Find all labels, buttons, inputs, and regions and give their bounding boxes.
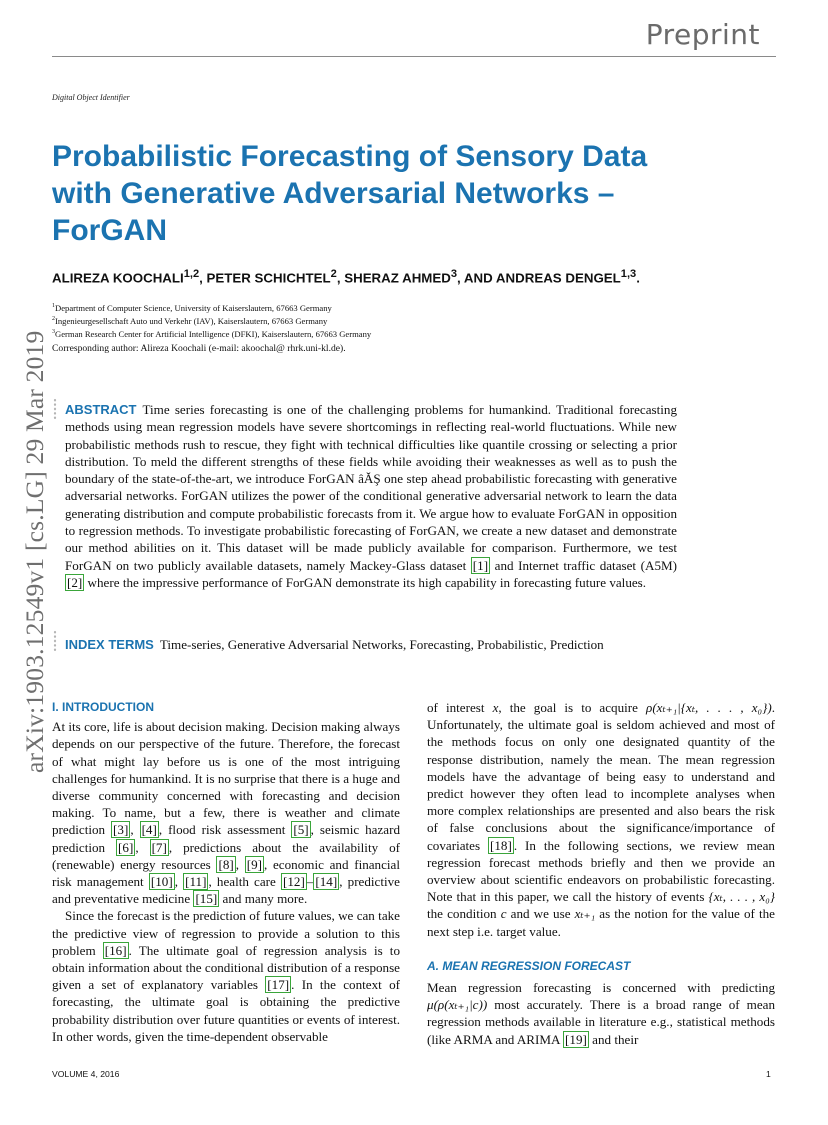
citation-link[interactable]: [6]	[118, 839, 134, 855]
abstract-text: and Internet traffic dataset (A5M)	[490, 557, 677, 573]
text-run: . Unfortunately, the ultimate goal is seldom achieved and most of the methods focus on only one designated quantity of the response distribution, namely the mean. The mean regression models have the advantage of being easy to understand and predict however they often lead to incomplete analyses when more complex relationships are presented and also bears the risk of false conclusions about the significance/importance of covariates	[427, 700, 775, 853]
author-name: ALIREZA KOOCHALI	[52, 270, 184, 286]
affiliations	[52, 301, 371, 340]
footer-volume: VOLUME 4, 2016	[52, 1069, 120, 1079]
citation-link[interactable]: [4]	[141, 822, 157, 838]
header-divider	[52, 56, 776, 57]
affiliation-text: Ingenieurgesellschaft Auto und Verkehr (IAV), Kaiserslautern, 67663 Germany	[55, 315, 328, 326]
text-run: Mean regression forecasting is concerned with predicting	[427, 980, 775, 996]
text-run: –	[306, 874, 314, 890]
text-run: most accurately. There is a broad range of mean regression methods available in literature e.g., statistical methods (like ARMA and ARIMA	[427, 997, 775, 1047]
text-run: and many more.	[219, 891, 308, 907]
affiliation-text: German Research Center for Artificial Intelligence (DFKI), Kaiserslautern, 67663 Germany	[55, 328, 372, 339]
author-affil-sup: 1,2	[183, 268, 200, 280]
citation-link[interactable]: [8]	[218, 856, 234, 872]
affiliation-item	[52, 301, 371, 314]
text-run: and we use	[506, 906, 575, 922]
citation-link[interactable]: [7]	[151, 839, 167, 855]
footer-page-number: 1	[766, 1069, 771, 1079]
author-name: , SHERAZ AHMED	[336, 270, 451, 286]
affiliation-item	[52, 327, 371, 340]
index-terms	[65, 636, 685, 653]
text-run: , economic and financial risk management	[52, 856, 401, 890]
paragraph	[427, 699, 775, 940]
text-run: . In the context of forecasting, the ultimate goal is obtaining the predictive probability distribution over future quantities or events of interest. In other words, given the time-dependent observable	[52, 977, 400, 1044]
subsection-heading: A. MEAN REGRESSION FORECAST	[427, 958, 631, 973]
citation-link[interactable]: [9]	[246, 856, 263, 872]
text-run: ,	[135, 839, 150, 855]
affiliation-item	[52, 314, 371, 327]
doi-label: Digital Object Identifier	[52, 93, 130, 102]
paragraph	[52, 718, 400, 907]
affiliation-sup: 1	[52, 303, 55, 309]
text-run: , flood risk assessment	[158, 822, 292, 838]
citation-link[interactable]: [15]	[195, 891, 218, 907]
text-run: ,	[235, 856, 245, 872]
text-run: . The ultimate goal of regression analysis is to obtain information about the conditional distribution of a response given a set of explanatory variables	[52, 942, 400, 993]
abstract	[65, 401, 677, 591]
citation-link[interactable]: [10]	[150, 874, 173, 890]
index-terms-heading: INDEX TERMS	[65, 637, 154, 652]
citation-link[interactable]: [2]	[67, 574, 83, 590]
math-expression: xₜ₊₁	[574, 906, 596, 922]
right-column	[427, 699, 775, 1048]
text-run: , predictive and preventative medicine	[52, 874, 400, 907]
author-list	[52, 266, 652, 286]
text-run: . In the following sections, we review mean regression forecast methods briefly and then we provide an overview about scientific endeavors on probabilistic forecasting. Note that in this paper, we call the history of events	[427, 837, 775, 905]
citation-link[interactable]: [16]	[104, 942, 127, 958]
author-name: , PETER SCHICHTEL	[199, 270, 331, 286]
author-name: , AND ANDREAS DENGEL	[457, 270, 621, 286]
math-expression: ρ(xₜ₊₁|{xₜ, . . . , x₀})	[646, 700, 772, 715]
citation-link[interactable]: [1]	[472, 557, 489, 573]
arxiv-stamp: arXiv:1903.12549v1 [cs.LG] 29 Mar 2019	[20, 330, 49, 773]
text-run: ,	[130, 822, 140, 838]
author-affil-sup: 3	[450, 268, 458, 280]
paragraph	[52, 907, 400, 1045]
abstract-text: where the impressive performance of ForGAN demonstrate its high capability in forecasting future values.	[84, 574, 647, 590]
text-run: , health care	[208, 874, 282, 890]
text-run: ,	[174, 874, 184, 890]
left-column	[52, 699, 400, 1045]
math-symbol: c	[500, 906, 507, 922]
text-run: of interest	[427, 700, 493, 715]
abstract-text: Time series forecasting is one of the challenging problems for humankind. Traditional forecasting methods using mean regression models have severe shortcomings in reflecting real-world fluctuations. While new probabilistic methods rush to rescue, they fight with technical difficulties like quantile crossing or selecting a prior distribution. To meld the different strengths of these fields while avoiding their weaknesses as well as to push the boundary of the state-of-the-art, we introduce ForGAN âĂŞ one step ahead probabilistic forecasting with generative adversarial networks. ForGAN utilizes the power of the conditional generative adversarial network to learn the data generating distribution and compute probabilistic forecasts from it. We argue how to evaluate ForGAN in opposition to regression methods. To investigate probabilistic forecasting of ForGAN, we create a new dataset and demonstrate our method abilities on it. This dataset will be made publicly available for comparison. Furthermore, we test ForGAN on two publicly available datasets, namely Mackey-Glass dataset	[65, 402, 677, 573]
affiliation-sup: 3	[52, 329, 55, 336]
preprint-label: Preprint	[645, 18, 760, 51]
author-affil-sup: 1,3	[620, 268, 637, 280]
citation-link[interactable]: [3]	[113, 822, 129, 838]
text-run: the condition	[427, 906, 501, 922]
citation-link[interactable]: [12]	[283, 874, 305, 890]
abstract-heading: ABSTRACT	[65, 402, 137, 417]
citation-link[interactable]: [11]	[185, 874, 207, 890]
author-affil-sup: 2	[330, 268, 337, 280]
text-run: , the goal is to acquire	[498, 700, 647, 715]
citation-link[interactable]: [18]	[489, 837, 512, 853]
text-run: , predictions about the availability of (renewable) energy resources	[52, 839, 400, 872]
index-terms-dots-divider	[53, 630, 57, 652]
math-expression: μ(ρ(xₜ₊₁|c))	[427, 997, 488, 1013]
author-list-end: .	[636, 270, 640, 286]
affiliation-text: Department of Computer Science, University of Kaiserslautern, 67663 Germany	[55, 302, 332, 313]
text-run: as the notion for the value of the next step i.e. target value.	[427, 906, 775, 939]
text-run: Since the forecast is the prediction of future values, we can take the predictive view of regression to provide a solution to this problem	[52, 908, 400, 958]
corresponding-author: Corresponding author: Alireza Koochali (e-mail: akoochal@ rhrk.uni-kl.de).	[52, 343, 346, 354]
text-run: and their	[588, 1031, 639, 1047]
math-symbol: x	[492, 700, 499, 715]
text-run: At its core, life is about decision making. Decision making always depends on our perspective of the future. Therefore, the forecast of what might lay before us is one of the most intriguing challenges for humankind. It is no surprise that there is a huge and diverse community concerned with forecasting and decision making. To name, but a few, there is weather and climate prediction	[52, 719, 400, 838]
index-terms-text: Time-series, Generative Adversarial Networks, Forecasting, Probabilistic, Prediction	[159, 637, 604, 652]
abstract-dots-divider	[53, 398, 57, 420]
paper-title: Probabilistic Forecasting of Sensory Data with Generative Adversarial Networks – ForGAN	[52, 140, 648, 247]
citation-link[interactable]: [14]	[315, 874, 338, 890]
text-run: , seismic hazard prediction	[52, 822, 401, 855]
citation-link[interactable]: [17]	[267, 977, 290, 993]
affiliation-sup: 2	[52, 316, 55, 323]
citation-link[interactable]: [5]	[293, 822, 309, 838]
citation-link[interactable]: [19]	[565, 1031, 587, 1047]
section-heading: I. INTRODUCTION	[52, 700, 154, 714]
paragraph	[427, 979, 775, 1048]
math-expression: {xₜ, . . . , x₀}	[708, 889, 775, 905]
